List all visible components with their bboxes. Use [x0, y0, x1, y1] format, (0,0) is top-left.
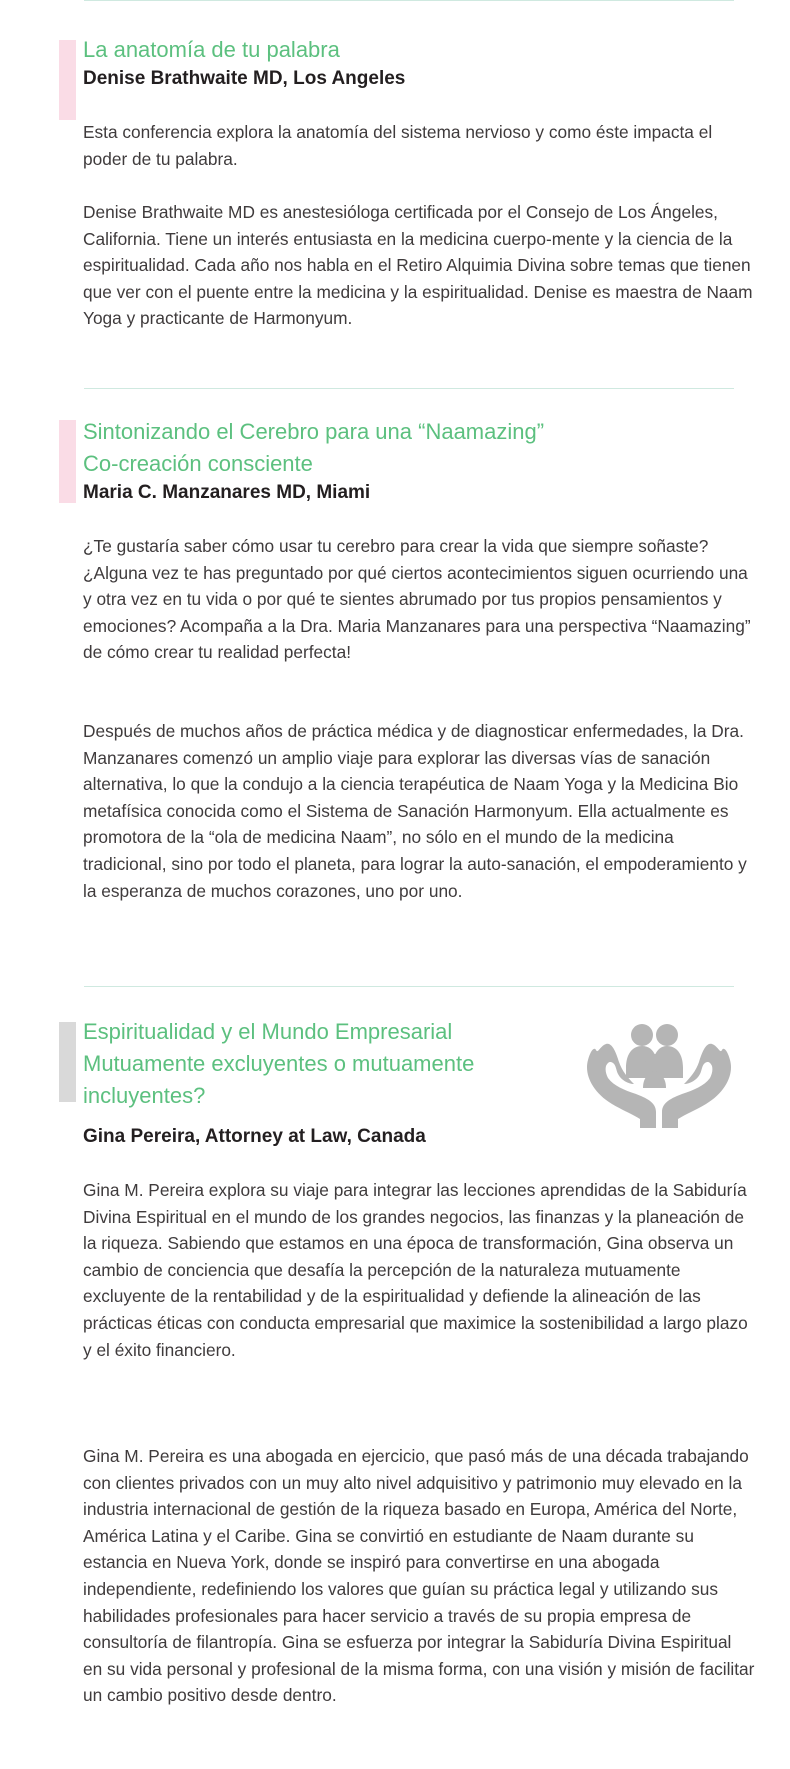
speaker-bio: Después de muchos años de práctica médica y de diagnosticar enfermedades, la Dra. Manzanares comenzó un amplio viaje para explorar las diversas vías de sanación alternativa, lo que la condujo a la ciencia terapéutica de Naam Yoga y la Medicina Bio metafísica conocida como el Sistema de Sanación Harmonyum. Ella actualmente es promotora de la “ola de medicina Naam”, no sólo en el mundo de la medicina tradicional, sino por todo el planeta, para lograr la auto-sanación, el empoderamiento y la esperanza de muchos corazones, uno por uno.	[83, 721, 747, 901]
talk-title-line: incluyentes?	[83, 1083, 206, 1108]
speaker-bio: Gina M. Pereira es una abogada en ejercicio, que pasó más de una década trabajando con clientes privados con un muy alto nivel adquisitivo y patrimonio muy elevado en la industria internacional de gestión de la riqueza basado en Europa, América del Norte, América Latina y el Caribe. Gina se convirtió en estudiante de Naam durante su estancia en Nueva York, donde se inspiró para convertirse en una abogada independiente, redefiniendo los valores que guían su práctica legal y utilizando sus habilidades profesionales para hacer servicio a través de su propia empresa de consultoría de filantropía. Gina se esfuerza por integrar la Sabiduría Divina Espiritual en su vida personal y profesional de la misma forma, con una visión y misión de facilitar un cambio positivo desde dentro.	[83, 1446, 755, 1706]
talk-title-line: Mutuamente excluyentes o mutuamente	[83, 1051, 475, 1076]
section-accent-bar	[59, 40, 76, 120]
divider	[84, 388, 734, 389]
divider-top	[84, 0, 734, 1]
speaker-bio: Denise Brathwaite MD es anestesióloga certificada por el Consejo de Los Ángeles, California. Tiene un interés entusiasta en la medicina cuerpo-mente y la ciencia de la espiritualidad. Cada año nos habla en el Retiro Alquimia Divina sobre temas que tienen que ver con el puente entre la medicina y la espiritualidad. Denise es maestra de Naam Yoga y practicante de Harmonyum.	[83, 202, 753, 329]
divider	[84, 986, 734, 987]
talk-description: Gina M. Pereira explora su viaje para integrar las lecciones aprendidas de la Sabiduría Divina Espiritual en el mundo de los grandes negocios, las finanzas y la planeación de la riqueza. Sabiendo que estamos en una época de transformación, Gina observa un cambio de conciencia que desafía la percepción de la naturaleza mutuamente excluyente de la rentabilidad y de la espiritualidad y defiende la alineación de las prácticas éticas con conducta empresarial que maximice la sostenibilidad a largo plazo y el éxito financiero.	[83, 1180, 748, 1360]
family-in-hands-icon	[586, 1022, 732, 1128]
talk-title	[83, 1016, 474, 1112]
section-accent-bar	[59, 420, 76, 503]
talk-title-line: Espiritualidad y el Mundo Empresarial	[83, 1019, 453, 1044]
talk-title-line: La anatomía de tu palabra	[83, 37, 340, 62]
talk-author: Denise Brathwaite MD, Los Angeles	[83, 68, 406, 89]
talk-description: Esta conferencia explora la anatomía del sistema nervioso y como éste impacta el poder de tu palabra.	[83, 122, 713, 169]
talk-author: Maria C. Manzanares MD, Miami	[83, 482, 371, 503]
section-accent-bar	[59, 1022, 76, 1102]
talk-description: ¿Te gustaría saber cómo usar tu cerebro para crear la vida que siempre soñaste? ¿Alguna vez te has preguntado por qué ciertos acontecimientos siguen ocurriendo una y otra vez en tu vida o por qué te sientes abrumado por tus propios pensamientos y emociones? Acompaña a la Dra. Maria Manzanares para una perspectiva “Naamazing” de cómo crear tu realidad perfecta!	[83, 536, 751, 663]
talk-title	[83, 34, 340, 66]
talk-title-line: Sintonizando el Cerebro para una “Naamazing”	[83, 419, 545, 444]
talk-title-line: Co-creación consciente	[83, 451, 313, 476]
talk-title	[83, 416, 544, 480]
talk-author: Gina Pereira, Attorney at Law, Canada	[83, 1126, 426, 1147]
